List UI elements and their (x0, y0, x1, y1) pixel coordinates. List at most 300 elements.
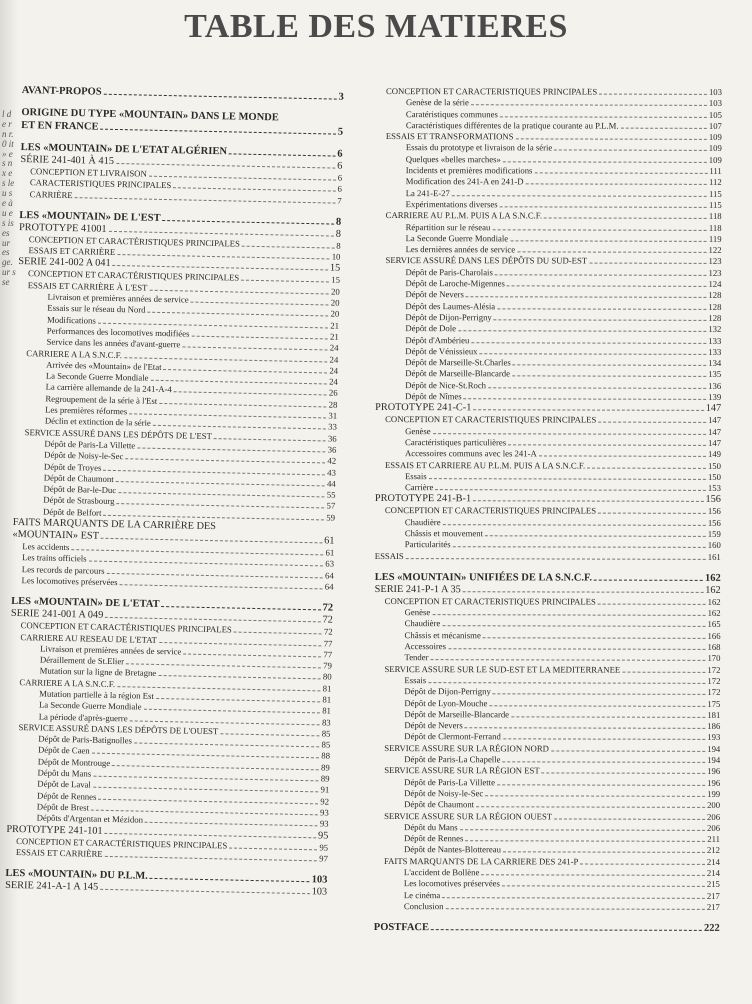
dot-leader (489, 705, 705, 707)
toc-entry (374, 844, 720, 856)
toc-entry (375, 301, 721, 313)
toc-entry-page: 149 (707, 449, 722, 460)
toc-entry-title: Dépôt de Laroche-Migennes (405, 278, 505, 289)
toc-entry (376, 97, 722, 109)
toc-entry (375, 289, 721, 301)
toc-entry-title: PROTOTYPE 241-C-1 (375, 402, 472, 414)
dot-leader (100, 889, 310, 894)
toc-entry-page: 6 (337, 160, 343, 172)
toc-entry-title: SERIE 241-A-1 A 145 (5, 879, 99, 893)
dot-leader (453, 546, 706, 548)
toc-entry-title: Dépôt des Laumes-Alésia (405, 300, 496, 311)
page-title: TABLE DES MATIERES (184, 8, 568, 45)
toc-entry-page: 193 (707, 732, 721, 743)
toc-entry-page: 217 (706, 890, 720, 901)
toc-entry-title: CONCEPTION ET CARACTERISTIQUES PRINCIPALES (384, 505, 597, 516)
toc-entry-page: 44 (326, 478, 336, 489)
toc-entry-title: SERVICE ASSURÉ DANS LES DÉPÔTS DE L'OUEST (18, 721, 219, 737)
toc-entry-title: Dépôt de Dole (405, 323, 457, 334)
dot-leader (485, 535, 706, 537)
toc-entry-title: La Seconde Guerre Mondiale (38, 699, 142, 712)
toc-entry-page: 139 (708, 391, 722, 402)
toc-entry (374, 833, 720, 845)
toc-entry-title: Dépôt de Bar-le-Duc (43, 483, 117, 496)
dot-leader (229, 153, 335, 156)
toc-entry-page: 123 (708, 256, 722, 267)
toc-entry-title: Dépôt de Nîmes (405, 391, 462, 402)
toc-entry-title: Châssis et mouvement (404, 528, 484, 539)
toc-entry-title: Particularités (404, 539, 451, 550)
toc-entry-title: La 241-E-27 (405, 187, 450, 198)
toc-entry-title: Carrière (404, 482, 434, 493)
dot-leader (483, 637, 706, 639)
toc-entry (376, 199, 722, 211)
dot-leader (105, 856, 318, 861)
dot-leader (481, 874, 705, 876)
dot-leader (554, 150, 707, 151)
toc-entry-page: 118 (708, 211, 722, 222)
toc-entry-page: 72 (322, 602, 334, 614)
toc-entry-title: Dépôt de Dijon-Perrigny (404, 686, 491, 697)
toc-entry (374, 921, 720, 935)
toc-entry-page: 124 (708, 278, 722, 289)
toc-entry-title: LES «MOUNTAIN» DU P.L.M. (5, 867, 148, 882)
toc-entry-page: 91 (320, 784, 330, 795)
dot-leader (476, 806, 705, 808)
toc-entry-page: 33 (328, 421, 337, 433)
dot-leader (432, 614, 705, 616)
dot-leader (502, 761, 705, 763)
dot-leader (242, 246, 334, 249)
dot-leader (105, 832, 316, 837)
dot-leader (435, 489, 706, 491)
toc-entry-page: 206 (707, 822, 721, 833)
toc-entry-title: Dépôt de Chaumont (404, 799, 475, 810)
toc-entry-title: ESSAIS (374, 550, 404, 561)
dot-leader (464, 398, 707, 400)
toc-entry-title: SERVICE ASSURE SUR LA RÉGION OUEST (384, 810, 553, 821)
toc-entry-title: ESSAIS ET CARRIERE AU P.L.M. PUIS A LA S.N.C.F. (384, 459, 586, 471)
toc-entry-page: 85 (321, 728, 331, 739)
dot-leader (513, 364, 707, 366)
toc-entry-title: Dépôt de Laval (37, 778, 92, 790)
toc-entry-page: 21 (329, 331, 339, 342)
toc-entry (375, 551, 721, 563)
dot-leader (120, 584, 323, 589)
toc-entry-page: 15 (329, 262, 341, 275)
toc-entry-page: 95 (319, 841, 329, 853)
toc-entry-page: 196 (707, 777, 721, 788)
toc-entry-page: 77 (323, 637, 333, 649)
toc-entry-page: 89 (320, 762, 330, 773)
toc-entry-title: SERIE 241-002 A 041 (18, 256, 111, 270)
toc-entry (376, 222, 722, 234)
toc-entry-title: Accessoires (404, 641, 447, 652)
toc-entry (375, 267, 721, 279)
toc-entry-title: SERVICE ASSURE SUR LA RÉGION EST (384, 765, 540, 776)
dot-leader (512, 376, 706, 378)
toc-entry-title: Dépôt de Paris-Batignolles (38, 733, 133, 746)
toc-entry (374, 878, 720, 890)
toc-entry (374, 799, 720, 811)
toc-entry-page: 196 (707, 766, 721, 777)
toc-entry (376, 244, 722, 256)
toc-entry (374, 731, 720, 743)
toc-entry-title: Les dernières années de service (405, 244, 516, 255)
toc-entry-page: 42 (327, 455, 337, 466)
toc-entry-title: Dépôt de Dijon-Perrigny (405, 312, 492, 323)
dot-leader (500, 206, 707, 208)
toc-entry-title: Déclin et extinction de la série (44, 415, 151, 429)
dot-leader (580, 863, 705, 864)
toc-entry-page: 7 (337, 195, 342, 206)
dot-leader (497, 308, 706, 310)
toc-entry-page: 81 (322, 705, 332, 716)
toc-entry-page: 156 (705, 494, 721, 506)
toc-entry-title: LES «MOUNTAIN» UNIFIÉES DE LA S.N.C.F. (374, 571, 593, 584)
toc-entry-page: 128 (708, 301, 722, 312)
toc-entry-title: Châssis et mécanisme (404, 629, 481, 641)
toc-entry-title: FAITS MARQUANTS DE LA CARRIÈRE DES (12, 516, 217, 533)
toc-entry-page: 132 (708, 324, 722, 335)
dot-leader (163, 369, 327, 373)
toc-entry-title: Déraillement de St.Elier (39, 654, 125, 667)
dot-leader (220, 733, 320, 736)
toc-entry-page: 93 (319, 818, 329, 829)
toc-entry-page: 95 (317, 829, 329, 842)
dot-leader (158, 675, 321, 679)
toc-entry (374, 901, 720, 913)
toc-entry-page: 64 (324, 581, 334, 592)
toc-entry-page: 85 (321, 739, 331, 750)
toc-entry-title: Les locomotives préservées (403, 878, 500, 889)
toc-entry-title: ET EN FRANCE (21, 119, 99, 133)
toc-entry-page: 5 (337, 126, 344, 138)
toc-entry (375, 448, 721, 460)
toc-entry (375, 528, 721, 540)
toc-entry-page: 215 (706, 879, 720, 890)
toc-entry-page: 61 (324, 535, 335, 547)
toc-entry-page: 156 (707, 506, 721, 517)
toc-entry (374, 664, 720, 676)
toc-entry-page: 31 (328, 410, 338, 421)
toc-entry-page: 107 (708, 120, 722, 131)
toc-entry-page: 20 (330, 297, 340, 308)
toc-entry-page: 8 (336, 240, 341, 251)
toc-entry-page: 162 (705, 584, 721, 596)
toc-entry-title: POSTFACE (373, 922, 430, 934)
toc-entry-title: La Seconde Guerre Mondiale (45, 370, 149, 383)
toc-entry-page: 200 (707, 800, 721, 811)
toc-entry-page: 162 (707, 596, 721, 607)
toc-entry-page: 24 (329, 376, 338, 387)
toc-entry-title: Arrivée des «Mountain» de l'Etat (46, 359, 162, 372)
dot-leader (234, 632, 322, 635)
toc-entry-title: Dépôt de Marseille-Blancarde (405, 368, 510, 379)
toc-entry-page: 10 (331, 251, 341, 262)
toc-entry (374, 720, 720, 732)
toc-entry-title: PROTOTYPE 241-101 (6, 823, 103, 837)
toc-entry-page: 128 (708, 290, 722, 301)
toc-entry-page: 115 (708, 199, 722, 210)
dot-leader (442, 897, 705, 899)
dot-leader (463, 591, 703, 593)
toc-entry-page: 166 (707, 630, 721, 641)
toc-entry (375, 391, 721, 403)
toc-entry-page: 15 (331, 275, 341, 286)
toc-entry (374, 675, 720, 687)
dot-leader (485, 795, 705, 797)
toc-entry-page: 109 (708, 143, 722, 154)
toc-entry-title: Modification des 241-A en 241-D (405, 176, 524, 187)
dot-leader (515, 139, 706, 141)
toc-entry-page: 21 (330, 320, 340, 331)
dot-leader (430, 660, 705, 662)
toc-entry-page: 134 (708, 357, 722, 369)
toc-entry-title: L'accident de Bollène (403, 867, 480, 878)
toc-entry-title: Dépôts d'Argentan et Mézidon (36, 812, 144, 825)
toc-entry-page: 212 (706, 845, 721, 856)
toc-entry-title: SERVICE ASSURE SUR LA RÉGION NORD (384, 742, 549, 754)
toc-entry-title: CONCEPTION ET CARACTÉRISTIQUES PRINCIPALES (16, 835, 228, 851)
toc-entry (375, 539, 721, 551)
toc-entry-title: Regroupement de la série à l'Est (45, 393, 158, 406)
toc-entry-page: 61 (325, 547, 335, 558)
toc-entry-title: Expérimentations diverses (405, 199, 498, 210)
toc-entry-title: ORIGINE DU TYPE «MOUNTAIN» DANS LE MONDE (21, 106, 279, 124)
toc-entry (375, 414, 721, 426)
toc-entry-page: 6 (337, 183, 342, 195)
toc-entry-title: Dépôt de Noisy-le-Sec (44, 449, 124, 462)
toc-entry-title: Quelques «belles marches» (405, 153, 501, 165)
dot-leader (589, 263, 706, 264)
dot-leader (510, 240, 707, 242)
toc-entry-page: 112 (709, 177, 722, 188)
toc-entry-page: 172 (707, 664, 721, 675)
toc-entry-page: 175 (707, 698, 721, 709)
toc-entry-title: Essais sur le réseau du Nord (47, 302, 146, 316)
toc-entry-page: 72 (323, 626, 333, 637)
dot-leader (428, 682, 705, 684)
toc-entry-title: SERIE 241-001 A 049 (10, 608, 104, 622)
dot-leader (488, 387, 706, 389)
toc-entry-title: Dépôt de Paris-La Villette (404, 776, 495, 787)
toc-entry-page: 147 (705, 403, 722, 415)
dot-leader (508, 444, 706, 446)
toc-entry (374, 822, 720, 834)
toc-entry-title: CONCEPTION ET CARACTERISTIQUES PRINCIPALES (384, 595, 596, 607)
toc-entry-title: Dépôt de Nevers (404, 720, 463, 731)
dot-leader (554, 818, 705, 819)
toc-entry-title: Dépôt de Nice-St.Roch (405, 379, 487, 391)
dot-leader (162, 606, 321, 610)
toc-entry (375, 346, 721, 358)
dot-leader (191, 336, 328, 340)
toc-entry-title: CARRIÈRE (29, 188, 73, 200)
dot-leader (465, 840, 705, 842)
dot-leader (241, 280, 329, 283)
toc-entry-page: 64 (324, 570, 334, 581)
toc-entry-page: 81 (322, 694, 332, 705)
toc-entry (374, 754, 720, 766)
dot-leader (214, 438, 326, 441)
toc-entry (375, 505, 721, 517)
toc-entry-page: 168 (707, 641, 721, 652)
toc-entry (375, 368, 721, 380)
dot-leader (159, 641, 322, 645)
toc-entry-page: 122 (708, 245, 722, 256)
dot-leader (471, 105, 707, 107)
toc-entry-title: SERVICE ASSURÉ DANS LES DÉPÔTS DE L'EST (24, 426, 212, 441)
toc-entry-title: Essais du prototype et livraison de la série (405, 142, 553, 153)
toc-entry-title: Dépôt de Rennes (37, 790, 97, 802)
toc-entry-title: CONCEPTION ET LIVRAISON (30, 166, 147, 179)
toc-entry-page: 26 (328, 387, 338, 399)
toc-entry-page: 133 (708, 335, 722, 346)
toc-entry-page: 186 (707, 721, 721, 732)
toc-entry-title: Chaudière (404, 618, 441, 629)
toc-entry-page: 105 (708, 109, 722, 120)
toc-entry-title: Essais (404, 675, 427, 686)
toc-entry-title: Caractéristiques différentes de la pratique courante au P.L.M. (405, 119, 619, 131)
toc-entry (376, 176, 722, 188)
toc-entry (375, 630, 721, 642)
dot-leader (594, 579, 703, 580)
dot-leader (448, 648, 705, 650)
toc-entry-page: 88 (321, 750, 331, 762)
toc-entry-title: Dépôt de Noisy-le-Sec (404, 787, 484, 799)
dot-leader (517, 252, 706, 253)
toc-entry-title: La carrière allemande de la 241-A-4 (45, 382, 172, 395)
toc-entry-title: Répartition sur le réseau (405, 221, 491, 232)
toc-entry-page: 161 (707, 551, 721, 562)
toc-entry-page: 150 (707, 460, 722, 471)
toc-entry (376, 165, 722, 177)
dot-leader (620, 128, 706, 129)
toc-entry (374, 867, 720, 879)
toc-entry-page: 222 (704, 923, 720, 935)
toc-entry-page: 3 (338, 91, 344, 103)
toc-left-column (5, 84, 344, 899)
toc-entry-title: Performances des locomotives modifiées (46, 325, 190, 339)
toc-entry-title: CARRIERE AU RESEAU DE L'ETAT (20, 631, 158, 645)
toc-entry (375, 584, 721, 597)
dot-leader (542, 773, 706, 774)
toc-entry-title: LES «MOUNTAIN» DE L'ETAT (11, 596, 160, 611)
toc-entry-page: 206 (707, 811, 721, 822)
dot-leader (466, 297, 707, 299)
toc-entry (374, 743, 720, 755)
dot-leader (104, 94, 337, 100)
toc-entry-title: CARRIERE A LA S.N.C.F. (26, 347, 123, 360)
toc-entry (375, 437, 721, 449)
toc-entry-page: 97 (319, 853, 328, 864)
dot-leader (75, 197, 336, 203)
dot-leader (511, 716, 705, 718)
dot-leader (442, 626, 705, 628)
toc-entry-title: Livraison et premières années de service (47, 291, 189, 305)
toc-entry-page: 153 (707, 482, 721, 493)
toc-entry-page: 36 (327, 433, 337, 444)
dot-leader (465, 727, 706, 729)
toc-entry-page: 118 (708, 222, 722, 233)
toc-entry-title: Dépôt de Rennes (404, 833, 464, 844)
toc-entry (374, 777, 720, 789)
toc-entry (375, 641, 721, 653)
toc-entry-title: Dépôt de Marseille-Blancarde (404, 708, 510, 720)
toc-entry-title: Chaudière (404, 516, 441, 527)
toc-entry-title: SERVICE ASSURE SUR LE SUD-EST ET LA MEDITERRANEE (384, 663, 621, 675)
toc-entry (376, 131, 722, 143)
toc-entry-title: Dépôt de Paris-La Villette (44, 438, 136, 451)
toc-entry (22, 84, 344, 104)
toc-entry-page: 72 (322, 614, 333, 626)
toc-entry-title: Dépôt de Paris-La Chapelle (404, 754, 501, 765)
toc-entry-title: CARACTERISTIQUES PRINCIPALES (29, 177, 172, 191)
toc-entry-title: SERVICE ASSURÉ DANS LES DÉPÔTS DU SUD-EST (385, 255, 588, 267)
dot-leader (431, 929, 702, 931)
toc-entry-title: CONCEPTION ET CARACTÉRISTIQUES PRINCIPALES (20, 620, 232, 635)
dot-leader (443, 524, 706, 526)
toc-entry-page: 24 (329, 365, 339, 376)
toc-entry-page: 109 (708, 154, 722, 165)
toc-entry-page: 36 (327, 444, 337, 455)
dot-leader (497, 784, 705, 786)
toc-entry-title: Dépôt de Belfort (42, 506, 102, 518)
toc-entry (374, 686, 720, 698)
dot-leader (191, 302, 329, 306)
toc-entry-title: Dépôt de Nevers (405, 289, 464, 300)
toc-entry-title: FAITS MARQUANTS DE LA CARRIERE DES 241-P (383, 855, 579, 867)
toc-entry (376, 109, 722, 121)
toc-entry-page: 6 (337, 172, 343, 183)
toc-entry-page: 162 (707, 608, 721, 619)
dot-leader (452, 195, 707, 197)
toc-entry (375, 402, 721, 415)
toc-entry (374, 652, 720, 664)
toc-entry (375, 596, 721, 608)
toc-entry-page: 156 (707, 517, 721, 528)
toc-entry-page: 160 (707, 540, 721, 551)
toc-entry (375, 607, 721, 619)
toc-entry-title: PROTOTYPE 241-B-1 (374, 493, 472, 505)
toc-entry (375, 517, 721, 529)
toc-entry-page: 80 (322, 671, 332, 683)
dot-leader (162, 220, 333, 225)
toc-entry-title: Dépôt de Vénissieux (405, 345, 478, 357)
toc-entry-title: Genèse (404, 607, 431, 618)
dot-leader (503, 739, 705, 741)
toc-entry-title: ESSAIS ET TRANSFORMATIONS (385, 131, 514, 142)
dot-leader (100, 129, 335, 135)
dot-leader (473, 410, 703, 412)
dot-leader (503, 852, 705, 854)
toc-entry-page: 136 (708, 380, 722, 391)
toc-entry-title: Tender (404, 652, 429, 663)
toc-entry-page: 194 (707, 754, 721, 765)
toc-entry-title: AVANT-PROPOS (21, 84, 102, 98)
toc-entry (376, 188, 722, 200)
toc-entry (375, 459, 721, 471)
dot-leader (507, 285, 707, 287)
dot-leader (183, 653, 321, 657)
toc-entry (376, 233, 722, 245)
toc-entry (375, 426, 721, 438)
dot-leader (105, 617, 320, 623)
toc-entry (376, 210, 722, 222)
toc-entry-page: 79 (323, 660, 332, 671)
toc-entry-page: 8 (335, 216, 342, 228)
